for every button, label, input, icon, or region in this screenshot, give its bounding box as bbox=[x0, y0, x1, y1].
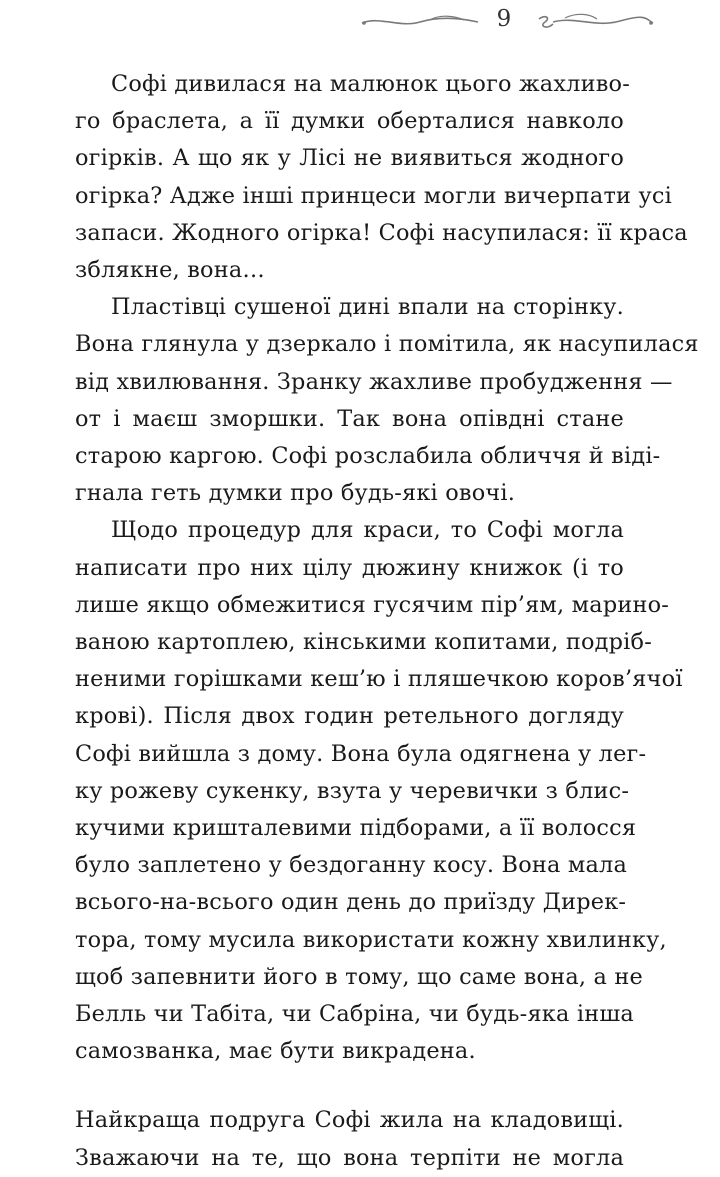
text-line: написати про них цілу дюжину книжок (і то bbox=[75, 554, 624, 581]
text-line: всього-на-всього один день до приїзду Дирек- bbox=[75, 889, 627, 916]
text-line: Софі дивилася на малюнок цього жахливо- bbox=[111, 71, 630, 97]
running-header bbox=[0, 0, 720, 44]
right-flourish-ornament-icon bbox=[535, 10, 655, 32]
text-line: щоб запевнити його в тому, що саме вона, а не bbox=[75, 963, 643, 990]
text-line: Вона глянула у дзеркало і помітила, як насупилася bbox=[75, 331, 699, 358]
text-line: неними горішками кеш’ю і пляшечкою коров’ячої bbox=[75, 666, 683, 693]
text-line: лише якщо обмежитися гусячим пір’ям, марино- bbox=[75, 591, 670, 618]
text-line: ку рожеву сукенку, взута у черевички з блис- bbox=[75, 777, 630, 804]
paragraph bbox=[75, 289, 699, 512]
text-line: Зважаючи на те, що вона терпіти не могла bbox=[75, 1144, 624, 1171]
text-line: Пластівці сушеної дині впали на сторінку. bbox=[111, 294, 624, 321]
text-line: Белль чи Табіта, чи Сабріна, чи будь-яка інша bbox=[75, 1001, 634, 1028]
body-text bbox=[75, 66, 699, 1177]
left-flourish-ornament-icon bbox=[360, 10, 480, 32]
text-line: гнала геть думки про будь-які овочі. bbox=[75, 480, 516, 507]
text-line: ваною картоплею, кінськими копитами, подріб- bbox=[75, 629, 652, 656]
text-line: от і маєш зморшки. Так вона опівдні стане bbox=[75, 405, 624, 432]
text-line: кучими кришталевими підборами, а її волосся bbox=[75, 815, 637, 842]
text-line: було заплетено у бездоганну косу. Вона мала bbox=[75, 852, 627, 879]
text-line: зблякне, вона… bbox=[75, 257, 265, 284]
text-line: крові). Після двох годин ретельного догляду bbox=[75, 703, 624, 730]
section-break bbox=[75, 1070, 624, 1102]
text-line: огірків. А що як у Лісі не виявиться жодного bbox=[75, 145, 624, 172]
text-line: самозванка, має бути викрадена. bbox=[75, 1038, 476, 1065]
text-line: го браслета, а її думки оберталися навколо bbox=[75, 108, 624, 135]
text-line: від хвилювання. Зранку жахливе пробудження — bbox=[75, 368, 673, 395]
text-line: Щодо процедур для краси, то Софі могла bbox=[111, 517, 624, 544]
text-line: Найкраща подруга Софі жила на кладовищі. bbox=[75, 1107, 624, 1134]
page-number: 9 bbox=[496, 6, 512, 32]
paragraph bbox=[75, 512, 683, 1070]
paragraph bbox=[75, 1102, 624, 1176]
text-line: старою каргою. Софі розслабила обличчя й віді- bbox=[75, 443, 661, 470]
paragraph bbox=[75, 66, 688, 289]
text-line: тора, тому мусила використати кожну хвилинку, bbox=[75, 926, 667, 953]
text-line: запаси. Жодного огірка! Софі насупилася: її краса bbox=[75, 219, 688, 246]
text-line: огірка? Адже інші принцеси могли вичерпати усі bbox=[75, 182, 672, 209]
text-line: Софі вийшла з дому. Вона була одягнена у лег- bbox=[75, 740, 647, 767]
